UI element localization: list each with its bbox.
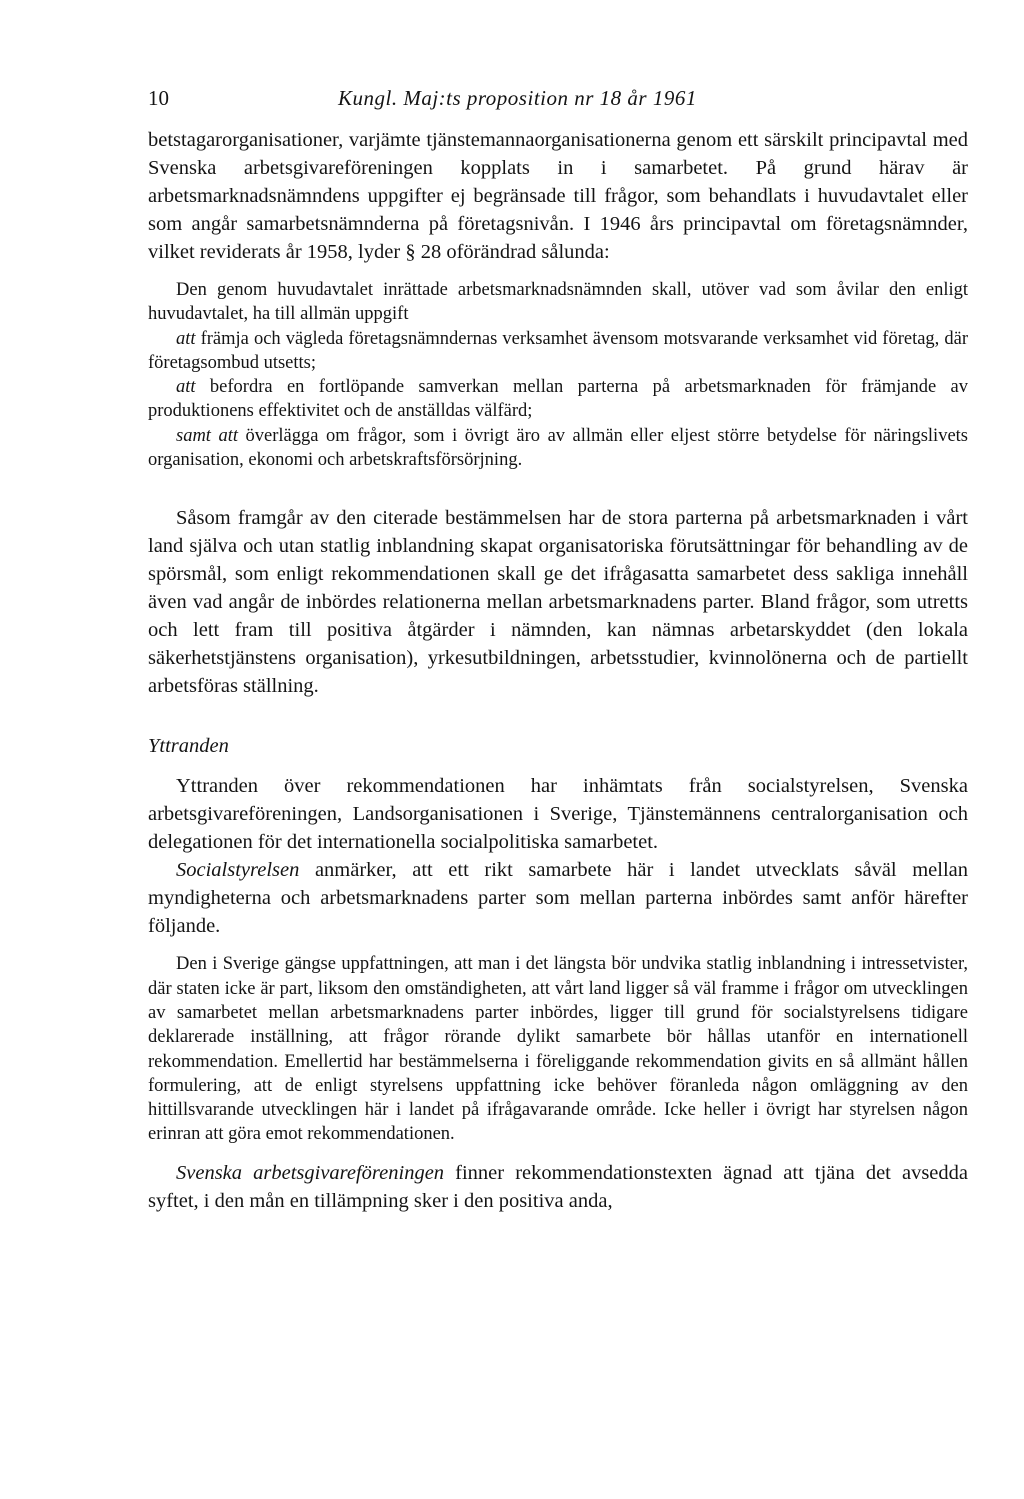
document-page: [148, 86, 968, 1215]
quote-item-1: [148, 327, 968, 376]
quote-item-2-text: befordra en fortlöpande samverkan mellan parterna på arbetsmarknaden för främjande av produktionens effektivitet och de anställdas välfärd;: [148, 377, 968, 422]
paragraph-5-lead: Svenska arbetsgivareföreningen: [176, 1161, 445, 1184]
section-heading: Yttranden: [148, 735, 229, 758]
intro-paragraph: [148, 126, 968, 266]
quote-item-3-text: överlägga om frågor, som i övrigt äro av allmän eller eljest större betydelse för näringslivets organisation, ekonomi och arbetskraftsförsörjning.: [148, 425, 968, 471]
running-title: Kungl. Maj:ts proposition nr 18 år 1961: [338, 86, 697, 110]
paragraph-4-text: anmärker, att ett rikt samarbete här i landet utvecklats såväl mellan myndigheterna och arbetsmarknadens parter som mellan parterna inbördes samt anför härefter följande.: [148, 859, 968, 938]
quote-item-3-lead: samt att: [176, 425, 238, 446]
intro-text-a: betstagarorganisationer, varjämte tjänstemannaorganisationerna genom ett särskilt principavtal med Svenska arbetsgivareföreningen kopplats in i samarbetet. På grund härav är arbetsmarknadsnämndens uppgifter ej begränsade till frågor, som behandlats i huvudavtalet eller som angår samarbetsnämnderna på företagsnivån. I 1946 års principavtal om företagsnämnder, vilket reviderats år 1958, lyder: [148, 129, 968, 263]
paragraph-2: Såsom framgår av den citerade bestämmelsen har de stora parterna på arbetsmarknaden i vårt land själva och utan statlig inblandning skapat organisatoriska förutsättningar för behandling av de spörsmål, som enligt rekommendationen skall ge det ifrågasatta samarbetet dess sakliga innehåll även vad angår de inbördes relationerna mellan arbetsmarknadens parter. Bland frågor, som utretts och lett fram till positiva åtgärder i nämnden, kan nämnas arbetarskyddet (den lokala säkerhetstjänstens organisation), yrkesutbildningen, arbetsstudier, kvinnolönerna och de partiellt arbetsföras ställning.: [148, 507, 968, 698]
quoted-statement: Den i Sverige gängse uppfattningen, att man i det längsta bör undvika statlig inblandning i intressetvister, där staten icke är part, liksom den omständigheten, att vårt land ligger så väl framme i frågor om utvecklingen av samarbetet mellan arbetsmarknadens parter inbördes, ligger till grund för socialstyrelsens tidigare deklarerade inställning, att frågor rörande dylikt samarbete bör hållas utanför en internationell rekommendation. Emellertid har bestämmelserna i föreliggande rekommendation givits en så allmänt hållen formulering, att de enligt styrelsens uppfattning icke behöver föranleda någon omläggning av den hittillsvarande utvecklingen här i landet på ifrågavarande område. Icke heller i övrigt har styrelsen någon erinran att göra emot rekommendationen.: [148, 954, 968, 1145]
quoted-provision: [148, 278, 968, 472]
page-number: 10: [148, 86, 169, 110]
quote-item-1-text: främja och vägleda företagsnämndernas verksamhet ävensom motsvarande verksamhet vid företag, där företagsombud utsetts;: [148, 328, 968, 373]
section-sign: §: [405, 241, 416, 263]
paragraph-4: [148, 856, 968, 940]
quote-item-3: [148, 424, 968, 473]
quote-item-1-lead: att: [176, 328, 196, 349]
paragraph-4-lead: Socialstyrelsen: [176, 859, 300, 882]
intro-text-b: 28 oförändrad sålunda:: [415, 241, 610, 263]
quote-item-2: [148, 375, 968, 424]
quote-intro: Den genom huvudavtalet inrättade arbetsmarknadsnämnden skall, utöver vad som åvilar den enligt huvudavtalet, ha till allmän uppgift: [148, 280, 968, 325]
paragraph-5: [148, 1159, 968, 1215]
quote-item-2-lead: att: [176, 377, 196, 398]
paragraph-3: Yttranden över rekommendationen har inhämtats från socialstyrelsen, Svenska arbetsgivareföreningen, Landsorganisationen i Sverige, Tjänstemännens centralorganisation och delegationen för det internationella socialpolitiska samarbetet.: [148, 775, 968, 854]
paragraph-5-text: finner rekommendationstexten ägnad att tjäna det avsedda syftet, i den mån en tillämpning sker i den positiva anda,: [148, 1161, 968, 1212]
page-header: [148, 86, 968, 126]
